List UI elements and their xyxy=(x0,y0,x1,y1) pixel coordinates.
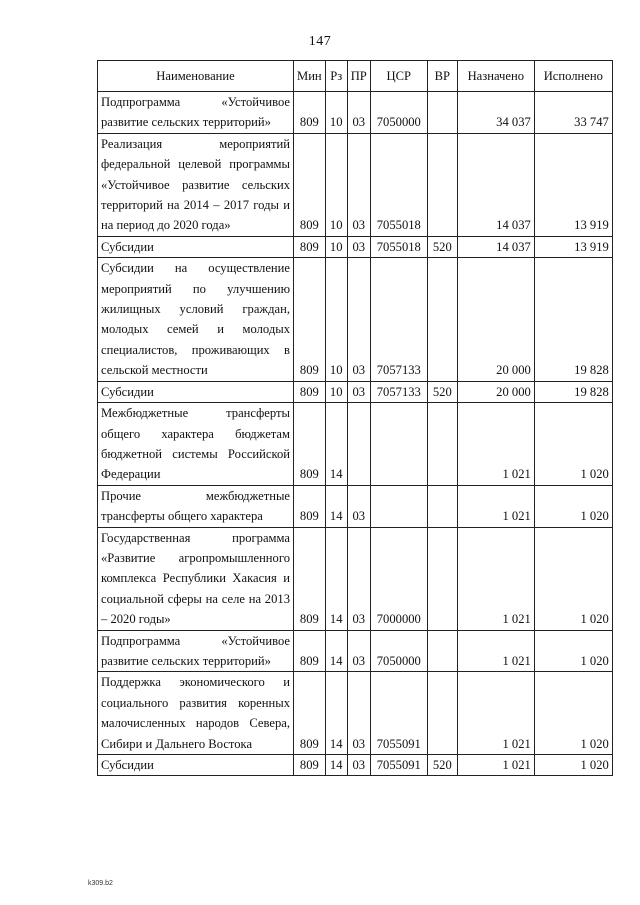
table-row xyxy=(98,672,613,755)
table-row xyxy=(98,381,613,402)
table-row xyxy=(98,403,613,486)
cell-planned: 14 037 xyxy=(457,236,534,257)
cell-planned: 1 021 xyxy=(457,485,534,527)
table-row xyxy=(98,485,613,527)
cell-csr: 7050000 xyxy=(370,92,427,134)
cell-min: 809 xyxy=(294,672,326,755)
cell-csr xyxy=(370,485,427,527)
table-header-row xyxy=(98,61,613,92)
cell-name: Субсидии xyxy=(98,381,294,402)
cell-executed: 1 020 xyxy=(534,403,612,486)
cell-name: Поддержка экономического и социального развития коренных малочисленных народов Севера, Сибири и Дальнего Востока xyxy=(98,672,294,755)
cell-min: 809 xyxy=(294,236,326,257)
cell-executed: 1 020 xyxy=(534,485,612,527)
cell-pr: 03 xyxy=(347,755,370,776)
cell-pr: 03 xyxy=(347,133,370,236)
header-rz: Рз xyxy=(325,61,347,92)
cell-executed: 1 020 xyxy=(534,755,612,776)
table-row xyxy=(98,755,613,776)
cell-name: Подпрограмма «Устойчивое развитие сельских территорий» xyxy=(98,92,294,134)
cell-pr: 03 xyxy=(347,236,370,257)
cell-name: Субсидии на осуществление мероприятий по улучшению жилищных условий граждан, молодых семей и молодых специалистов, проживающих в сельской местности xyxy=(98,258,294,381)
cell-executed: 13 919 xyxy=(534,133,612,236)
cell-planned: 1 021 xyxy=(457,403,534,486)
cell-rz: 10 xyxy=(325,133,347,236)
cell-planned: 1 021 xyxy=(457,630,534,672)
cell-executed: 1 020 xyxy=(534,527,612,630)
cell-name: Прочие межбюджетные трансферты общего характера xyxy=(98,485,294,527)
table-row xyxy=(98,630,613,672)
cell-name: Субсидии xyxy=(98,236,294,257)
cell-pr: 03 xyxy=(347,381,370,402)
table-row xyxy=(98,258,613,381)
cell-vr: 520 xyxy=(427,236,457,257)
cell-vr xyxy=(427,133,457,236)
cell-name: Субсидии xyxy=(98,755,294,776)
table-row xyxy=(98,133,613,236)
header-name: Наименование xyxy=(98,61,294,92)
cell-pr: 03 xyxy=(347,258,370,381)
cell-rz: 10 xyxy=(325,381,347,402)
cell-vr xyxy=(427,630,457,672)
cell-csr: 7057133 xyxy=(370,258,427,381)
cell-min: 809 xyxy=(294,258,326,381)
cell-rz: 10 xyxy=(325,258,347,381)
cell-rz: 14 xyxy=(325,755,347,776)
cell-vr: 520 xyxy=(427,381,457,402)
cell-min: 809 xyxy=(294,92,326,134)
cell-executed: 19 828 xyxy=(534,381,612,402)
cell-planned: 1 021 xyxy=(457,755,534,776)
cell-vr xyxy=(427,258,457,381)
cell-planned: 20 000 xyxy=(457,381,534,402)
cell-executed: 13 919 xyxy=(534,236,612,257)
cell-executed: 33 747 xyxy=(534,92,612,134)
cell-executed: 1 020 xyxy=(534,672,612,755)
cell-vr xyxy=(427,672,457,755)
page-number: 147 xyxy=(308,34,332,49)
cell-planned: 14 037 xyxy=(457,133,534,236)
cell-vr xyxy=(427,92,457,134)
cell-rz: 14 xyxy=(325,672,347,755)
cell-csr: 7055018 xyxy=(370,133,427,236)
cell-pr: 03 xyxy=(347,527,370,630)
cell-name: Межбюджетные трансферты общего характера бюджетам бюджетной системы Российской Федерации xyxy=(98,403,294,486)
header-vr: ВР xyxy=(427,61,457,92)
cell-pr: 03 xyxy=(347,485,370,527)
cell-planned: 1 021 xyxy=(457,527,534,630)
cell-min: 809 xyxy=(294,403,326,486)
table-body xyxy=(98,92,613,776)
budget-execution-table xyxy=(97,60,613,776)
cell-planned: 34 037 xyxy=(457,92,534,134)
cell-name: Подпрограмма «Устойчивое развитие сельских территорий» xyxy=(98,630,294,672)
cell-min: 809 xyxy=(294,133,326,236)
cell-pr xyxy=(347,403,370,486)
cell-min: 809 xyxy=(294,630,326,672)
cell-vr xyxy=(427,485,457,527)
table-row xyxy=(98,236,613,257)
cell-rz: 10 xyxy=(325,236,347,257)
header-executed: Исполнено xyxy=(534,61,612,92)
table-row xyxy=(98,92,613,134)
cell-rz: 14 xyxy=(325,403,347,486)
cell-name: Реализация мероприятий федеральной целевой программы «Устойчивое развитие сельских территорий на 2014 – 2017 годы и на период до 2020 года» xyxy=(98,133,294,236)
cell-min: 809 xyxy=(294,755,326,776)
header-planned: Назначено xyxy=(457,61,534,92)
header-pr: ПР xyxy=(347,61,370,92)
cell-pr: 03 xyxy=(347,92,370,134)
cell-vr xyxy=(427,527,457,630)
cell-csr xyxy=(370,403,427,486)
cell-name: Государственная программа «Развитие агропромышленного комплекса Республики Хакасия и социальной сферы на селе на 2013 – 2020 годы» xyxy=(98,527,294,630)
cell-rz: 14 xyxy=(325,630,347,672)
cell-csr: 7055091 xyxy=(370,755,427,776)
cell-csr: 7050000 xyxy=(370,630,427,672)
header-csr: ЦСР xyxy=(370,61,427,92)
cell-csr: 7055091 xyxy=(370,672,427,755)
cell-vr xyxy=(427,403,457,486)
cell-planned: 20 000 xyxy=(457,258,534,381)
cell-executed: 19 828 xyxy=(534,258,612,381)
cell-min: 809 xyxy=(294,485,326,527)
cell-csr: 7055018 xyxy=(370,236,427,257)
cell-csr: 7000000 xyxy=(370,527,427,630)
cell-min: 809 xyxy=(294,527,326,630)
cell-planned: 1 021 xyxy=(457,672,534,755)
cell-csr: 7057133 xyxy=(370,381,427,402)
table-row xyxy=(98,527,613,630)
cell-pr: 03 xyxy=(347,630,370,672)
cell-pr: 03 xyxy=(347,672,370,755)
cell-vr: 520 xyxy=(427,755,457,776)
cell-min: 809 xyxy=(294,381,326,402)
footer-code: k309.b2 xyxy=(88,880,113,887)
cell-executed: 1 020 xyxy=(534,630,612,672)
cell-rz: 14 xyxy=(325,527,347,630)
cell-rz: 10 xyxy=(325,92,347,134)
header-min: Мин xyxy=(294,61,326,92)
cell-rz: 14 xyxy=(325,485,347,527)
